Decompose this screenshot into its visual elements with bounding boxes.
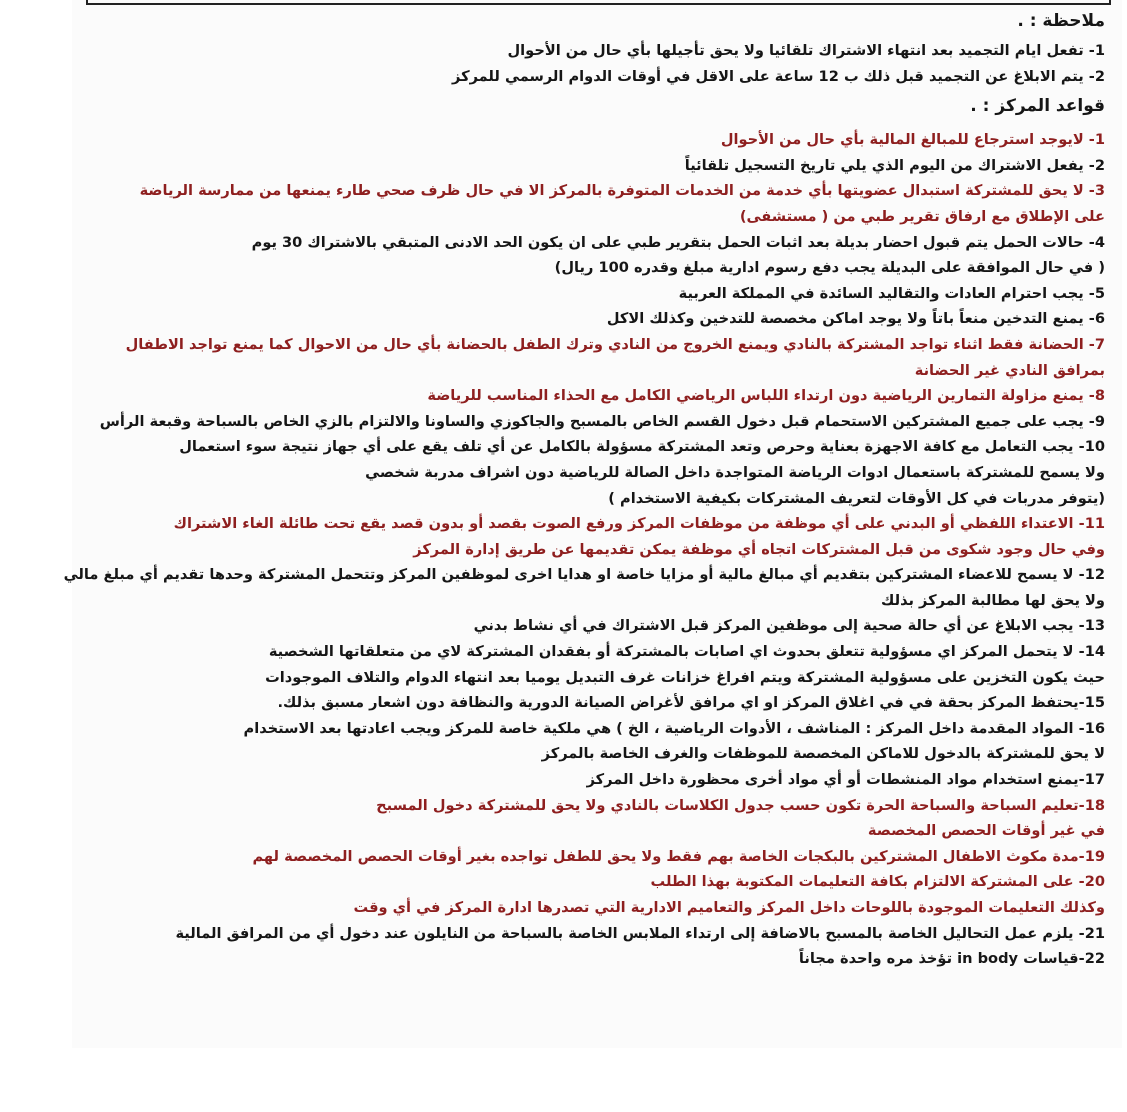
document-body <box>63 4 1105 972</box>
note-line-1: 1- تفعل ايام التجميد بعد انتهاء الاشتراك تلقائيا ولا يحق تأجيلها بأي حال من الأحوال <box>507 42 1105 59</box>
rule-line: على الإطلاق مع ارفاق تقرير طبي من ( مستشفى) <box>739 207 1105 225</box>
rules-list <box>63 127 1105 972</box>
rule-line: 12- لا يسمح للاعضاء المشتركين بتقديم أي مبالغ مالية أو مزايا خاصة او هدايا اخرى لموظفين المركز وتتحمل المشتركة وحدها تقديم أي مبلغ مالي <box>63 566 1105 584</box>
rule-line: ولا يحق لها مطالبة المركز بذلك <box>881 591 1105 609</box>
rule-line: 20- على المشتركة الالتزام بكافة التعليمات المكتوبة بهذا الطلب <box>650 873 1105 891</box>
rules-heading: قواعد المركز : . <box>970 96 1105 117</box>
rule-line: 13- يجب الابلاغ عن أي حالة صحية إلى موظفين المركز قبل الاشتراك في أي نشاط بدني <box>473 617 1105 635</box>
rule-line: 8- يمنع مزاولة التمارين الرياضية دون ارتداء اللباس الرياضي الكامل مع الحذاء المناسب للرياضة <box>427 387 1105 405</box>
rule-line: 6- يمنع التدخين منعاً باتاً ولا يوجد اماكن مخصصة للتدخين وكذلك الاكل <box>606 310 1105 328</box>
rule-line: 14- لا يتحمل المركز اي مسؤولية تتعلق بحدوث اي اصابات بالمشتركة أو بفقدان المشتركة لاي من متعلقاتها الشخصية <box>268 643 1105 661</box>
rule-line: 17-يمنع استخدام مواد المنشطات أو أي مواد أخرى محظورة داخل المركز <box>586 771 1105 789</box>
rule-line: 11- الاعتداء اللفظي أو البدني على أي موظفة من موظفات المركز ورفع الصوت بقصد أو بدون قصد يقع تحت طائلة الغاء الاشتراك <box>173 515 1105 533</box>
note-line-2: 2- يتم الابلاغ عن التجميد قبل ذلك ب 12 ساعة على الاقل في أوقات الدوام الرسمي للمركز <box>452 67 1105 85</box>
rule-line: 19-مدة مكوث الاطفال المشتركين بالبكجات الخاصة بهم فقط ولا يحق للطفل تواجده بغير أوقات الحصص المخصصة لهم <box>252 847 1105 865</box>
rule-line: وفي حال وجود شكوى من قبل المشتركات اتجاه أي موظفة يمكن تقديمها عن طريق إدارة المركز <box>413 540 1105 558</box>
rule-line: 22-قياسات in body تؤخذ مره واحدة مجاناً <box>798 950 1105 968</box>
rule-line: ( في حال الموافقة على البديلة يجب دفع رسوم ادارية مبلغ وقدره 100 ريال) <box>554 259 1105 277</box>
rule-line: في غير أوقات الحصص المخصصة <box>867 822 1105 840</box>
note-heading: ملاحظة : . <box>1017 11 1105 31</box>
rule-line: 16- المواد المقدمة داخل المركز : المناشف ، الأدوات الرياضية ، الخ ) هي ملكية خاصة للمركز ويجب اعادتها بعد الاستخدام <box>243 719 1105 737</box>
rule-line: 7- الحضانة فقط اثناء تواجد المشتركة بالنادي ويمنع الخروج من النادي وترك الطفل بالحضانة بأي حال من الاحوال كما يمنع تواجد الاطفال <box>125 335 1105 353</box>
rule-line: 15-يحتفظ المركز بحقة في في اغلاق المركز او اي مرافق لأغراض الصيانة الدورية والنظافة دون اشعار مسبق بذلك. <box>277 694 1105 712</box>
rule-line: 18-تعليم السباحة والسباحة الحرة تكون حسب جدول الكلاسات بالنادي ولا يحق للمشتركة دخول المسبح <box>376 796 1105 814</box>
rule-line: حيث يكون التخزين على مسؤولية المشتركة ويتم افراغ خزانات غرف التبديل يوميا بعد انتهاء الدوام والتلاف الموجودات <box>265 668 1105 686</box>
rule-line: 1- لايوجد استرجاع للمبالغ المالية بأي حال من الأحوال <box>720 131 1105 149</box>
rule-line: وكذلك التعليمات الموجودة باللوحات داخل المركز والتعاميم الادارية التي تصدرها ادارة المركز في أي وقت <box>353 899 1105 916</box>
rule-line: 3- لا يحق للمشتركة استبدال عضويتها بأي خدمة من الخدمات المتوفرة بالمركز الا في حال ظرف صحي طارء يمنعها من ممارسة الرياضة <box>139 182 1105 200</box>
rule-line: 9- يجب على جميع المشتركين الاستحمام قبل دخول القسم الخاص بالمسبح والجاكوزي والساونا والالتزام بالزي الخاص بالسباحة وقبعة الرأس <box>99 412 1105 430</box>
rule-line: 10- يجب التعامل مع كافة الاجهزة بعناية وحرص وتعد المشتركة مسؤولة بالكامل عن أي تلف يقع على أي جهاز نتيجة سوء استعمال <box>179 438 1105 456</box>
rule-line: 21- يلزم عمل التحاليل الخاصة بالمسبح بالاضافة إلى ارتداء الملابس الخاصة بالسباحة من النايلون عند دخول أي من المرافق المالية <box>175 924 1105 942</box>
rule-line: (يتوفر مدربات في كل الأوقات لتعريف المشتركات بكيفية الاستخدام ) <box>608 489 1105 507</box>
rule-line: بمرافق النادي غير الحضانة <box>914 361 1105 379</box>
rule-line: 4- حالات الحمل يتم قبول احضار بديلة بعد اثبات الحمل بتقرير طبي على ان يكون الحد الادنى المتبقي بالاشتراك 30 يوم <box>251 233 1105 251</box>
rule-line: 5- يجب احترام العادات والتقاليد السائدة في المملكة العربية <box>678 284 1105 302</box>
rule-line: لا يحق للمشتركة بالدخول للاماكن المخصصة للموظفات والغرف الخاصة بالمركز <box>541 745 1105 763</box>
rule-line: 2- يفعل الاشتراك من اليوم الذي يلي تاريخ التسجيل تلقائياً <box>684 156 1105 174</box>
rule-line: ولا يسمح للمشتركة باستعمال ادوات الرياضة المتواجدة داخل الصالة للرياضية دون اشراف مدربة شخصي <box>365 463 1105 481</box>
